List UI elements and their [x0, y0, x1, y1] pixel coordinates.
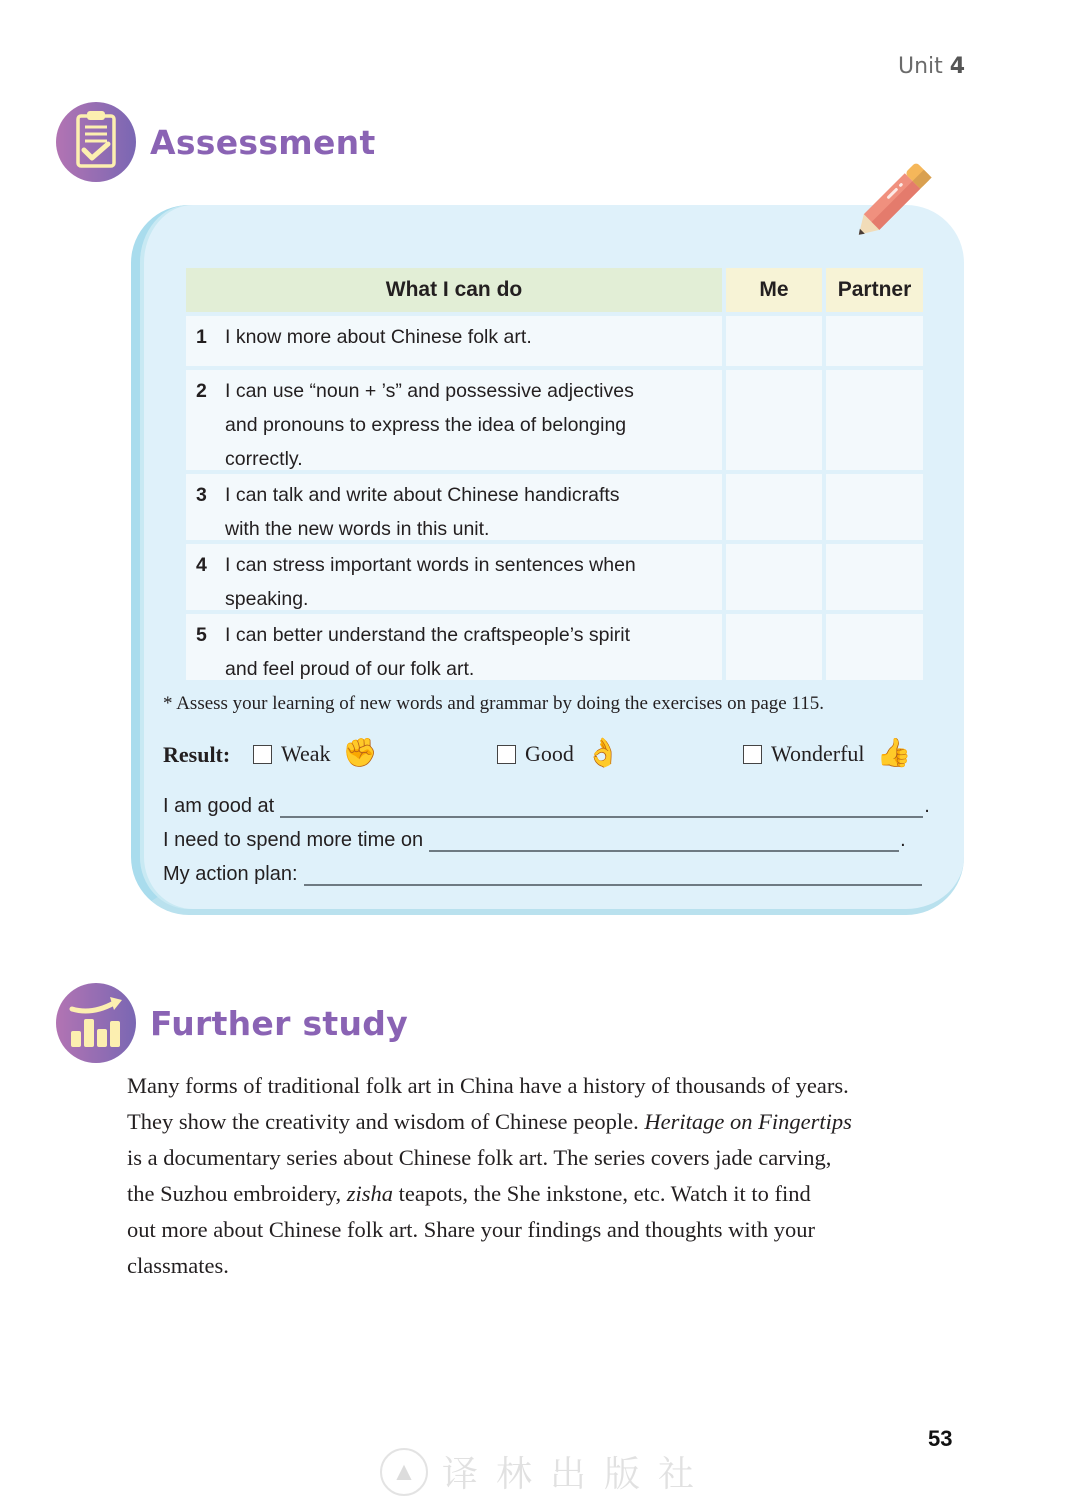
partner-cell[interactable]	[826, 316, 923, 366]
tree-logo-icon: ▲	[380, 1448, 428, 1496]
unit-text: Unit	[898, 54, 943, 79]
item-number: 2	[196, 380, 207, 402]
me-cell[interactable]	[726, 614, 822, 680]
fill-action-plan	[163, 862, 923, 886]
more-time-blank[interactable]	[429, 828, 899, 852]
ok-hand-icon: 👌	[585, 738, 621, 769]
weak-checkbox[interactable]	[253, 745, 272, 764]
item-number: 1	[196, 326, 207, 348]
paragraph-line	[127, 1212, 967, 1248]
item-number: 3	[196, 484, 207, 506]
paragraph-line	[127, 1140, 967, 1176]
good-at-blank[interactable]	[280, 794, 923, 818]
result-label: Result:	[163, 742, 231, 767]
weak-label: Weak	[281, 741, 331, 766]
further-study-title: Further study	[150, 1003, 409, 1043]
good-label: Good	[525, 741, 574, 766]
paragraph-line	[127, 1104, 967, 1140]
item-line: I can use “noun + ’s” and possessive adjectives	[225, 380, 634, 402]
item-line: speaking.	[225, 588, 309, 610]
can-do-cell	[186, 370, 722, 470]
clipboard-check-icon	[56, 102, 136, 182]
item-line: I know more about Chinese folk art.	[225, 326, 532, 348]
item-line: I can better understand the craftspeople’s spirit	[225, 624, 631, 646]
item-text	[225, 618, 714, 686]
can-do-cell	[186, 544, 722, 610]
wonderful-checkbox[interactable]	[743, 745, 762, 764]
text-segment: out more about Chinese folk art. Share your findings and thoughts with your	[127, 1217, 816, 1242]
wonderful-label: Wonderful	[771, 741, 865, 766]
further-study-paragraph	[127, 1068, 967, 1284]
pencil-icon	[842, 146, 952, 251]
assessment-title: Assessment	[150, 122, 376, 162]
item-text	[225, 320, 714, 354]
paragraph-line	[127, 1176, 967, 1212]
text-segment: Many forms of traditional folk art in China have a history of thousands of years.	[127, 1073, 849, 1098]
partner-cell[interactable]	[826, 614, 923, 680]
fill-label: My action plan:	[163, 863, 298, 885]
assessment-heading	[56, 102, 376, 182]
italic-title: Heritage on Fingertips	[644, 1109, 852, 1134]
unit-label	[898, 54, 965, 79]
item-text	[225, 548, 714, 616]
me-cell[interactable]	[726, 316, 822, 366]
header-partner: Partner	[826, 268, 923, 312]
text-segment: is a documentary series about Chinese folk art. The series covers jade carving,	[127, 1145, 832, 1170]
unit-number: 4	[949, 54, 966, 79]
text-segment: They show the creativity and wisdom of Chinese people.	[127, 1109, 645, 1134]
good-checkbox[interactable]	[497, 745, 516, 764]
text-segment: the Suzhou embroidery,	[127, 1181, 347, 1206]
publisher-watermark	[380, 1446, 712, 1497]
thumbs-up-icon: 👍	[876, 738, 912, 769]
result-option-good[interactable]	[497, 740, 621, 768]
page-number: 53	[928, 1426, 953, 1451]
partner-cell[interactable]	[826, 370, 923, 470]
item-line: I can stress important words in sentences when	[225, 554, 636, 576]
fill-good-at	[163, 794, 930, 818]
result-option-wonderful[interactable]	[743, 740, 911, 768]
header-what-i-can-do: What I can do	[186, 268, 722, 312]
partner-cell[interactable]	[826, 544, 923, 610]
can-do-cell	[186, 316, 722, 366]
raised-fist-icon: ✊	[342, 738, 378, 769]
item-line: and feel proud of our folk art.	[225, 658, 475, 680]
me-cell[interactable]	[726, 474, 822, 540]
item-number: 5	[196, 624, 207, 646]
fill-end: .	[900, 829, 906, 851]
item-line: and pronouns to express the idea of belonging	[225, 414, 627, 436]
fill-label: I am good at	[163, 795, 275, 817]
can-do-cell	[186, 614, 722, 680]
me-cell[interactable]	[726, 544, 822, 610]
action-plan-blank[interactable]	[304, 862, 922, 886]
me-cell[interactable]	[726, 370, 822, 470]
text-segment: classmates.	[127, 1253, 229, 1278]
item-line: with the new words in this unit.	[225, 518, 490, 540]
item-text	[225, 478, 714, 546]
fill-label: I need to spend more time on	[163, 829, 424, 851]
header-me: Me	[726, 268, 822, 312]
partner-cell[interactable]	[826, 474, 923, 540]
fill-end: .	[924, 795, 930, 817]
can-do-cell	[186, 474, 722, 540]
item-line: correctly.	[225, 448, 303, 470]
paragraph-line	[127, 1248, 967, 1284]
item-line: I can talk and write about Chinese handicrafts	[225, 484, 620, 506]
publisher-name: 译林出版社	[442, 1454, 713, 1495]
paragraph-line	[127, 1068, 967, 1104]
further-study-heading	[56, 983, 408, 1063]
item-number: 4	[196, 554, 207, 576]
item-text	[225, 374, 714, 476]
italic-title: zisha	[346, 1181, 394, 1206]
result-row	[163, 735, 943, 775]
bar-chart-growth-icon	[56, 983, 136, 1063]
text-segment: teapots, the She inkstone, etc. Watch it to find	[393, 1181, 811, 1206]
fill-more-time	[163, 828, 906, 852]
assessment-note: * Assess your learning of new words and grammar by doing the exercises on page 115.	[163, 693, 824, 714]
result-option-weak[interactable]	[253, 740, 377, 768]
